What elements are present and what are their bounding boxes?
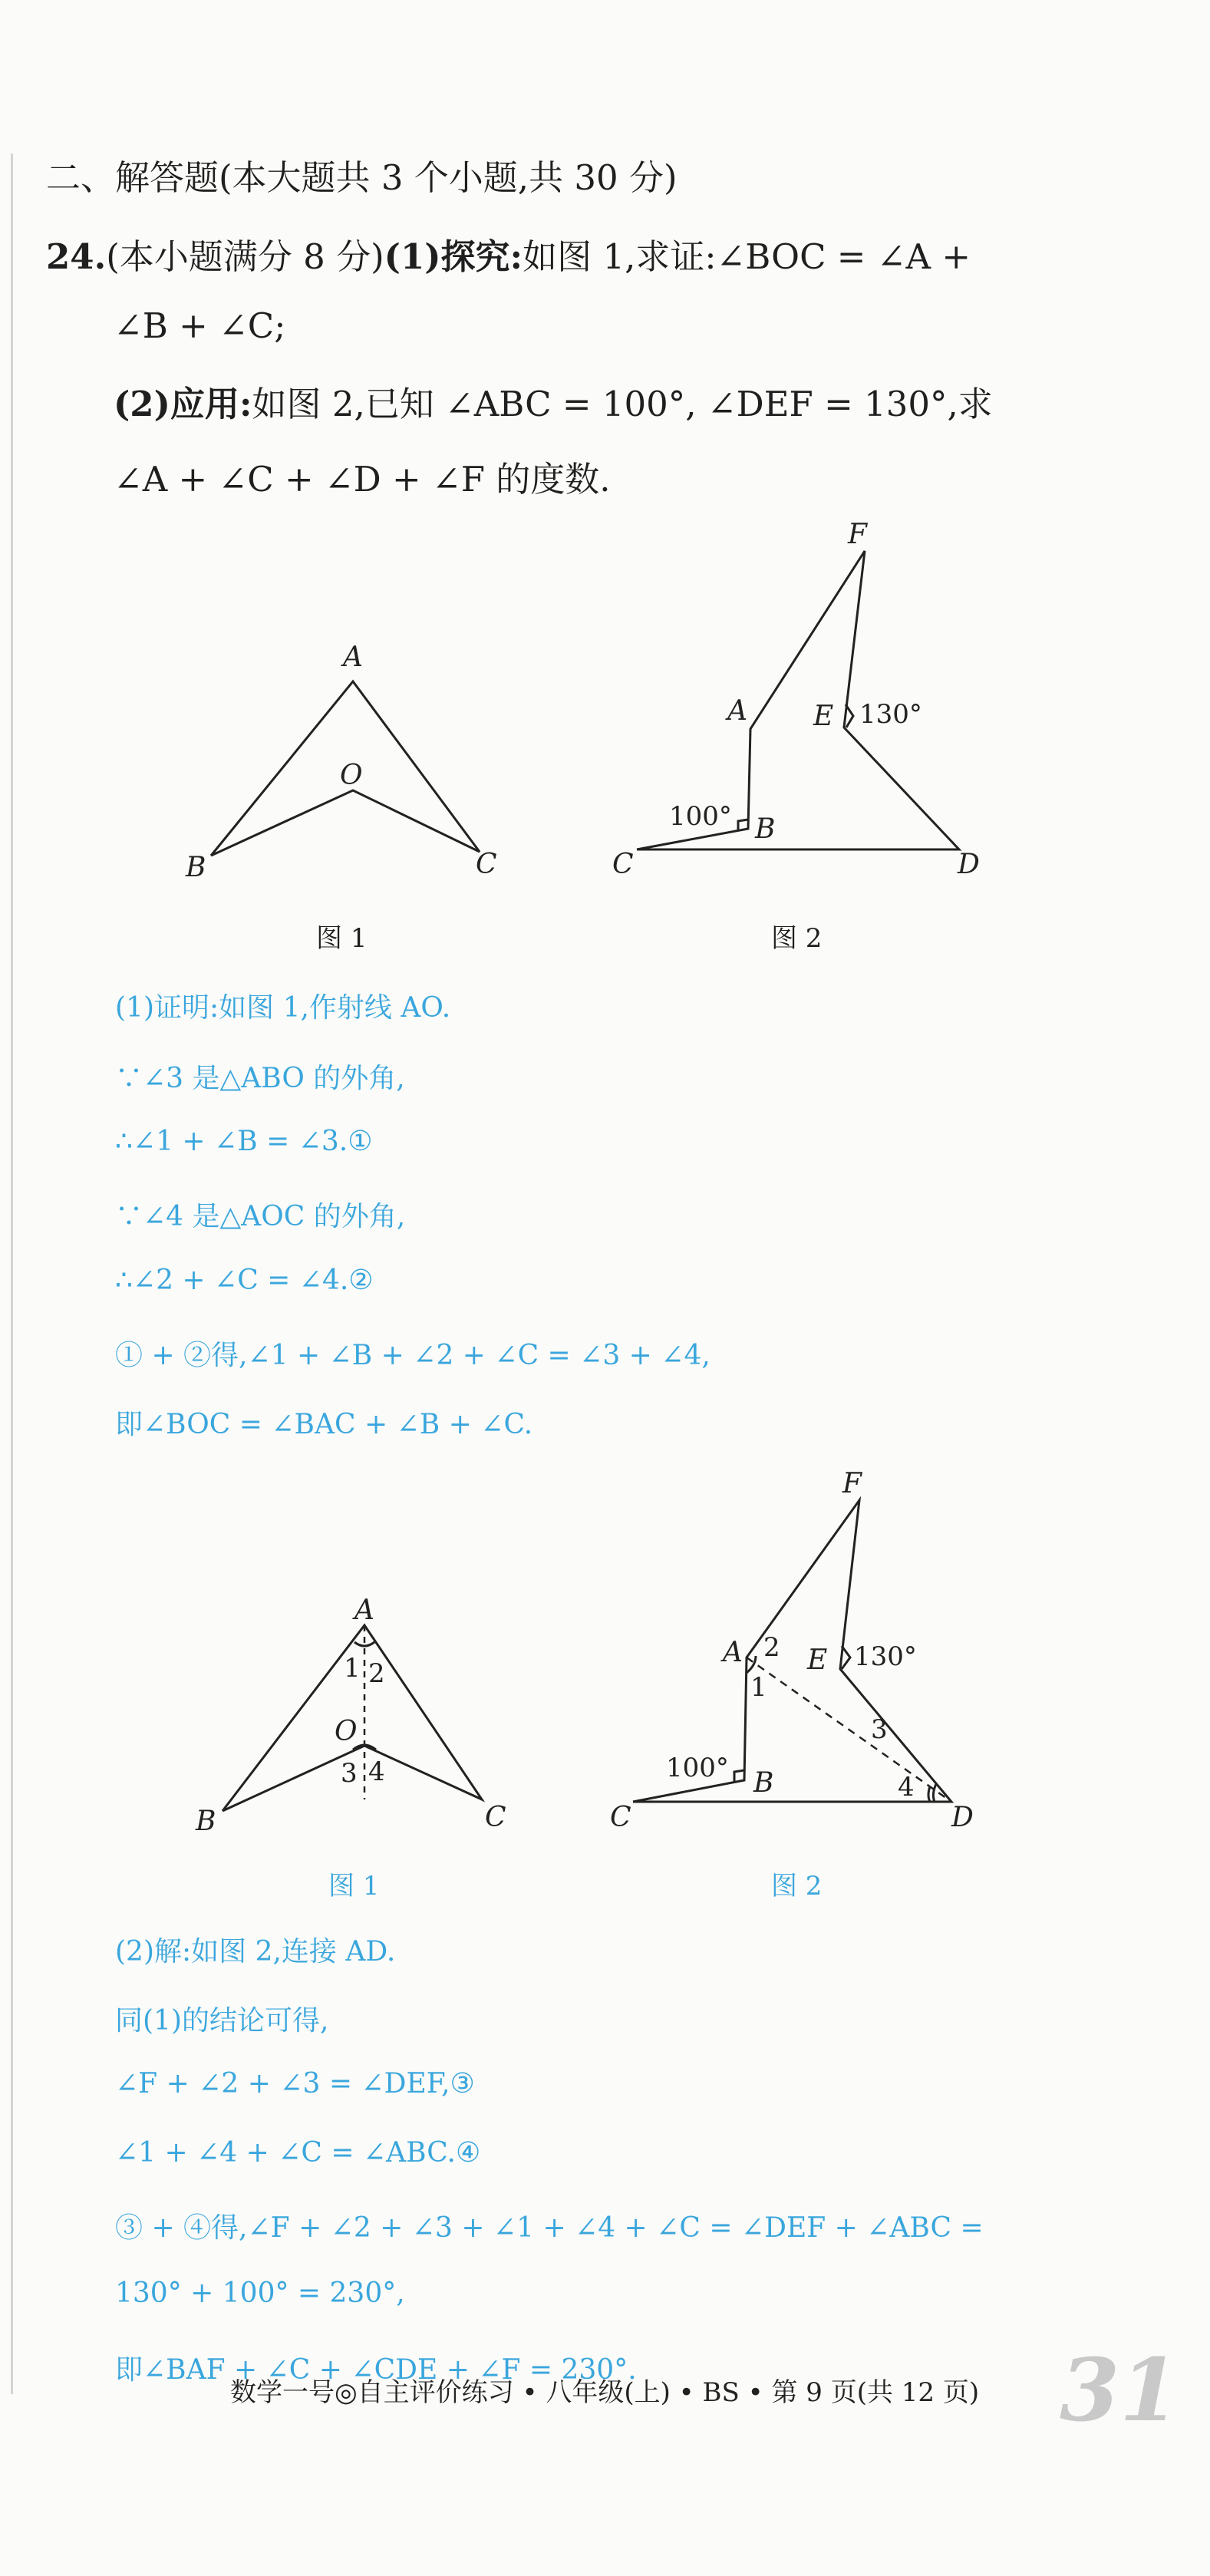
answer1-line-7: 即∠BOC = ∠BAC + ∠B + ∠C. (115, 1409, 533, 1440)
ans-fig1-label-b: B (196, 1806, 216, 1837)
fig1-label-b: B (186, 852, 206, 883)
ans-fig1-label-c: C (485, 1802, 506, 1833)
ans-fig1-label-a: A (354, 1595, 374, 1626)
ans-fig2-angle-e-label: 130° (854, 1641, 917, 1672)
fig2-label-d: D (958, 849, 980, 880)
ans-fig2-num-1: 1 (750, 1672, 767, 1703)
fig1-label-c: C (476, 849, 497, 880)
answer1-line-5: ∴∠2 + ∠C = ∠4.② (115, 1265, 374, 1296)
page-number: 31 (1060, 2340, 1179, 2441)
ans-fig2-angle-b-label: 100° (666, 1753, 729, 1783)
page-footer: 数学一号◎自主评价练习 • 八年级(上) • BS • 第 9 页(共 12 页) (230, 2377, 980, 2408)
ans-fig2-caption: 图 2 (771, 1871, 823, 1901)
fig2-angle-e-label: 130° (859, 699, 922, 730)
fig2-label-f: F (848, 519, 867, 550)
ans-fig2-label-c: C (610, 1802, 631, 1833)
ans-fig1-num-3: 3 (341, 1758, 358, 1789)
fig1-label-o: O (340, 760, 363, 791)
answer1-line-3: ∴∠1 + ∠B = ∠3.① (115, 1126, 373, 1157)
ans-fig2-angle-e-mark (842, 1646, 850, 1669)
section-heading: 二、解答题(本大题共 3 个小题,共 30 分) (46, 157, 678, 198)
ans-fig1-num-1: 1 (344, 1653, 361, 1684)
fig2-label-e: E (813, 701, 834, 732)
answer2-line-7: 即∠BAF + ∠C + ∠CDE + ∠F = 230°. (115, 2354, 637, 2386)
ans-fig2-num-3: 3 (871, 1714, 888, 1745)
fig2-angle-b-label: 100° (669, 801, 732, 832)
fig2-label-a: A (727, 695, 747, 727)
ans-fig1-caption: 图 1 (328, 1871, 380, 1901)
ans-fig2-num-2: 2 (763, 1632, 780, 1663)
answer1-line-1: (1)证明:如图 1,作射线 AO. (115, 992, 451, 1024)
answer1-line-6: ① + ②得,∠1 + ∠B + ∠2 + ∠C = ∠3 + ∠4, (115, 1340, 711, 1371)
answer2-line-6: 130° + 100° = 230°, (115, 2278, 405, 2309)
fig2-label-b: B (755, 813, 776, 845)
part2-label: (2)应用: (114, 384, 252, 424)
part1-text: 如图 1,求证:∠BOC = ∠A + (523, 236, 971, 277)
part1-label: (1)探究: (384, 236, 523, 277)
answer1-line-4: ∵∠4 是△AOC 的外角, (115, 1201, 406, 1232)
answer2-line-2: 同(1)的结论可得, (115, 2005, 329, 2037)
fig2-caption: 图 2 (771, 923, 823, 954)
fig2-angle-e-mark (846, 704, 853, 727)
ans-fig2-label-b: B (753, 1767, 774, 1799)
ans-fig2-angle-d-mark (928, 1786, 930, 1802)
question-number: 24. (46, 236, 107, 277)
ans-fig2-num-4: 4 (898, 1772, 915, 1803)
fig1-caption: 图 1 (316, 923, 368, 954)
ans-fig1-num-2: 2 (368, 1658, 385, 1689)
answer2-line-4: ∠1 + ∠4 + ∠C = ∠ABC.④ (115, 2137, 481, 2169)
ans-fig1-label-o: O (335, 1716, 358, 1747)
part2-text: 如图 2,已知 ∠ABC = 100°, ∠DEF = 130°,求 (252, 384, 993, 424)
ans-fig1-num-4: 4 (368, 1756, 385, 1787)
question-figures (0, 0, 1210, 998)
fig2-label-c: C (612, 849, 634, 880)
question-line-2: ∠B + ∠C; (114, 305, 286, 346)
answer2-line-1: (2)解:如图 2,连接 AD. (115, 1936, 396, 1967)
question-meta: (本小题满分 8 分) (106, 236, 384, 277)
answer1-line-2: ∵∠3 是△ABO 的外角, (115, 1063, 405, 1094)
ans-fig2-label-e: E (807, 1644, 828, 1676)
answer2-line-3: ∠F + ∠2 + ∠3 = ∠DEF,③ (115, 2068, 475, 2099)
ans-fig2-label-a: A (723, 1637, 743, 1668)
fig1-label-a: A (343, 642, 363, 673)
answer-figures (0, 1443, 1210, 1888)
answer2-line-5: ③ + ④得,∠F + ∠2 + ∠3 + ∠1 + ∠4 + ∠C = ∠DEF + ∠ABC = (115, 2212, 984, 2244)
ans-fig2-angle-d-mark-2 (933, 1784, 936, 1802)
ans-fig2-label-f: F (842, 1468, 862, 1499)
ans-fig2-label-d: D (951, 1802, 974, 1833)
question-line-4: ∠A + ∠C + ∠D + ∠F 的度数. (114, 459, 611, 500)
